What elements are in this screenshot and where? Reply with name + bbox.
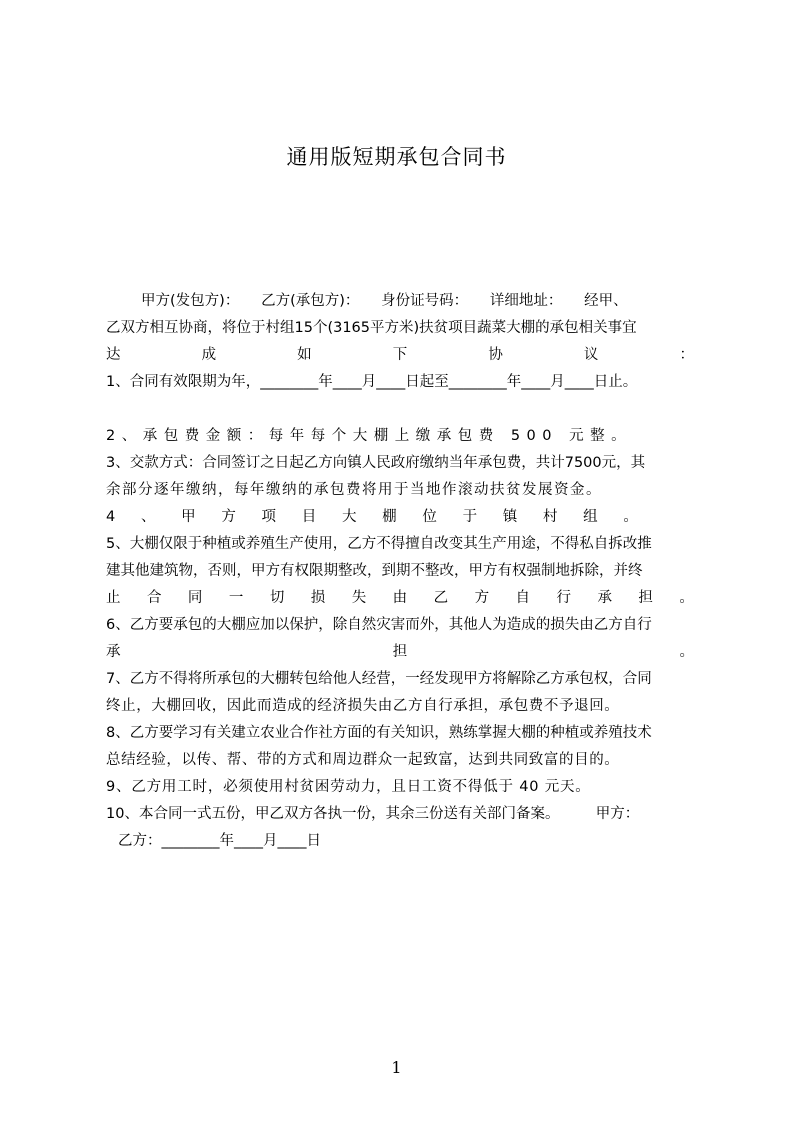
justified-line: 止 合 同 一 切 损 失 由 乙 方 自 行 承 担 。: [106, 590, 694, 606]
clause-2: 2、承包费金额：每年每个大棚上缴承包费 500 元整。: [106, 428, 633, 444]
page-title: 通用版短期承包合同书: [286, 145, 507, 169]
clause-5: 5、大棚仅限于种植或养殖生产使用，乙方不得擅自改变其生产用途，不得私自拆改推: [106, 536, 652, 552]
clause-4: 4 、 甲 方 项 目 大 棚 位 于 镇 村 组 。: [106, 509, 638, 525]
clause-1: 1、合同有效限期为年，________年____月____日起至________年____月____日止。: [106, 374, 638, 390]
clause-9: 9、乙方用工时，必须使用村贫困劳动力，且日工资不得低于 40 元天。: [106, 779, 591, 795]
clause-3: 3、交款方式：合同签订之日起乙方向镇人民政府缴纳当年承包费，共计7500元，其: [106, 455, 646, 471]
clause-7: 7、乙方不得将所承包的大棚转包给他人经营，一经发现甲方将解除乙方承包权，合同: [106, 671, 652, 687]
justified-line: 达 成 如 下 协 议 ：: [106, 347, 694, 363]
justified-line: 承 担 。: [106, 644, 694, 660]
signature-date-line: 乙方：________年____月____日: [118, 833, 321, 849]
text-line: 总结经验，以传、帮、带的方式和周边群众一起致富，达到共同致富的目的。: [106, 752, 620, 768]
text-line: 终止，大棚回收，因此而造成的经济损失由乙方自行承担，承包费不予退回。: [106, 698, 620, 714]
text-line: 余部分逐年缴纳，每年缴纳的承包费将用于当地作滚动扶贫发展资金。: [106, 482, 602, 498]
page-number: 1: [391, 1058, 402, 1077]
clause-10: 10、本合同一式五份，甲乙双方各执一份，其余三份送有关部门备案。 甲方：: [106, 806, 640, 822]
party-info-line: 甲方(发包方)： 乙方(承包方)： 身份证号码： 详细地址： 经甲、: [141, 293, 628, 309]
text-line: 乙双方相互协商，将位于村组15个(3165平方米)扶贫项目蔬菜大棚的承包相关事宜: [106, 320, 637, 336]
clause-6: 6、乙方要承包的大棚应加以保护，除自然灾害而外，其他人为造成的损失由乙方自行: [106, 617, 652, 633]
clause-8: 8、乙方要学习有关建立农业合作社方面的有关知识，熟练掌握大棚的种植或养殖技术: [106, 725, 652, 741]
text-line: 建其他建筑物，否则，甲方有权限期整改，到期不整改，甲方有权强制地拆除，并终: [106, 563, 643, 579]
